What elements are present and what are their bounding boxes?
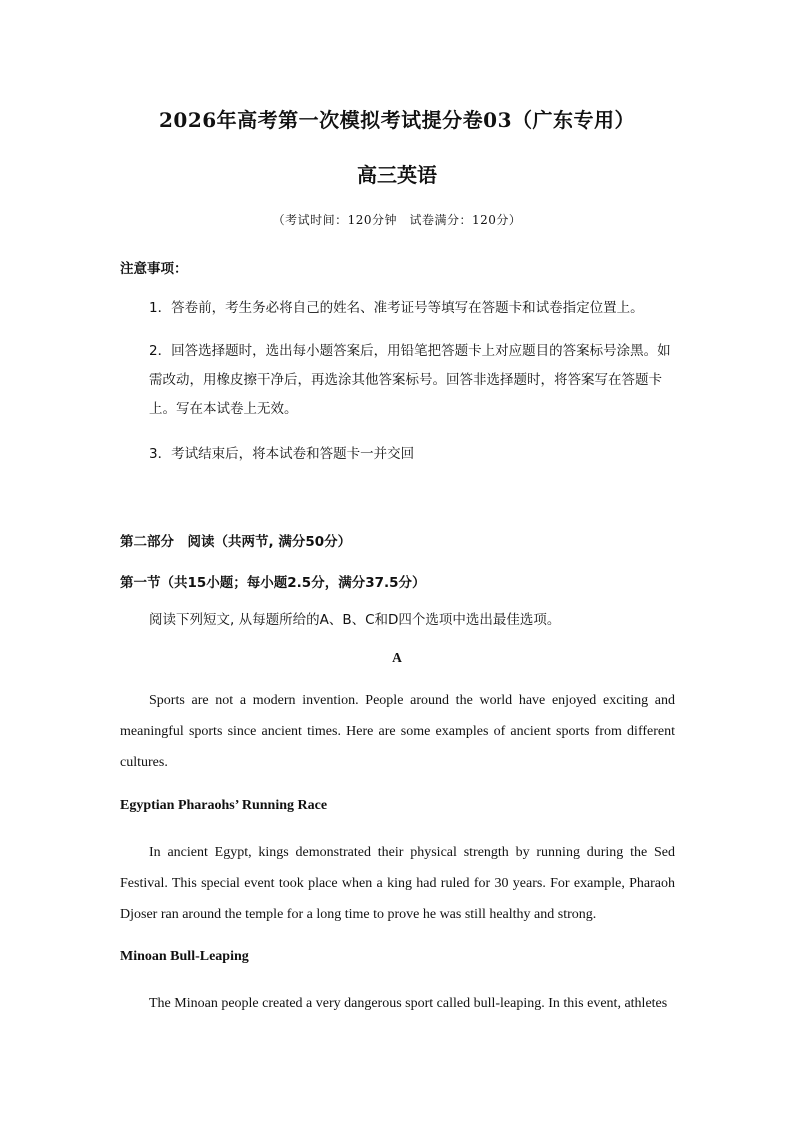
reading-instruction: 阅读下列短文, 从每题所给的A、B、C和D四个选项中选出最佳选项。 <box>149 612 561 628</box>
note-item-2: 2．回答选择题时，选出每小题答案后，用铅笔把答题卡上对应题目的答案标号涂黑。如需改动，用橡皮擦干净后，再选涂其他答案标号。回答非选择题时，将答案写在答题卡上。写在本试卷上无效。 <box>149 343 671 417</box>
passage-subheading: Egyptian Pharaohs’ Running Race <box>120 798 328 813</box>
passage-paragraph: The Minoan people created a very dangerous sport called bull-leaping. In this event, athletes <box>149 996 668 1011</box>
passage-subheading: Minoan Bull-Leaping <box>120 949 249 964</box>
note-item-1: 1．答卷前，考生务必将自己的姓名、准考证号等填写在答题卡和试卷指定位置上。 <box>149 300 644 316</box>
passage-label: A <box>392 650 402 665</box>
note-item-3: 3．考试结束后，将本试卷和答题卡一并交回 <box>149 446 415 462</box>
passage-intro: Sports are not a modern invention. People around the world have enjoyed exciting and meaningful sports since ancient times. Here are some examples of ancient sports from different cultures. <box>120 693 675 770</box>
subsection-heading: 第一节（共15小题；每小题2.5分，满分37.5分） <box>120 575 426 591</box>
subject-title: 高三英语 <box>357 163 437 187</box>
notes-heading: 注意事项： <box>120 261 188 277</box>
passage-paragraph: In ancient Egypt, kings demonstrated their physical strength by running during the Sed Festival. This special event took place when a king had ruled for 30 years. For example, Pharaoh Djoser ran around the temple for a long time to prove he was still healthy and strong. <box>120 845 675 922</box>
exam-title: 2026年高考第一次模拟考试提分卷03（广东专用） <box>159 108 635 132</box>
exam-info: （考试时间：120分钟 试卷满分：120分） <box>272 213 522 227</box>
part-heading: 第二部分 阅读（共两节, 满分50分） <box>120 534 352 550</box>
